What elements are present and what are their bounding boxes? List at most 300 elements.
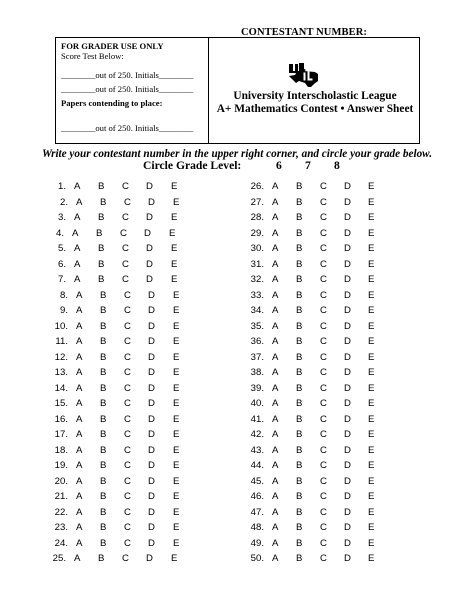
answer-choice-d[interactable]: D <box>146 243 153 254</box>
answer-choice-b[interactable]: B <box>100 196 107 208</box>
question-number: 23. <box>54 522 68 533</box>
question-number: 16. <box>54 413 68 425</box>
answer-choice-a[interactable]: A <box>74 181 81 192</box>
header-box <box>55 37 420 144</box>
answer-choice-d[interactable]: D <box>344 243 351 254</box>
answer-choice-e[interactable]: E <box>173 305 180 316</box>
answer-choice-c[interactable]: C <box>124 537 131 549</box>
question-number: 9. <box>59 305 68 316</box>
answer-choice-d[interactable]: D <box>344 413 351 425</box>
question-number: 25. <box>52 553 66 564</box>
answer-choice-e[interactable]: E <box>173 320 180 332</box>
answer-choice-a[interactable]: A <box>272 243 279 254</box>
score-line: ________out of 250. Initials________ <box>61 84 194 94</box>
answer-choice-d[interactable]: D <box>344 367 351 378</box>
answer-choice-d[interactable]: D <box>148 382 155 394</box>
question-number: 49. <box>250 537 264 549</box>
answer-choice-d[interactable]: D <box>344 522 351 533</box>
answer-choice-e[interactable]: E <box>173 196 180 208</box>
grade-option-7[interactable]: 7 <box>305 159 311 172</box>
answer-choice-d[interactable]: D <box>148 522 155 533</box>
answer-choice-b[interactable]: B <box>100 460 107 471</box>
answer-choice-e[interactable]: E <box>173 413 180 425</box>
answer-choice-c[interactable]: C <box>320 522 327 533</box>
answer-choice-d[interactable]: D <box>144 227 151 239</box>
answer-choice-a[interactable]: A <box>76 336 83 347</box>
answer-choice-d[interactable]: D <box>148 475 155 487</box>
question-number: 11. <box>55 336 68 347</box>
answer-choice-a[interactable]: A <box>272 506 279 518</box>
question-number: 15. <box>54 398 68 409</box>
answer-choice-c[interactable]: C <box>320 320 327 332</box>
answer-choice-d[interactable]: D <box>344 258 351 270</box>
answer-choice-e[interactable]: E <box>368 413 375 425</box>
answer-choice-d[interactable]: D <box>148 336 155 347</box>
answer-choice-e[interactable]: E <box>173 336 180 347</box>
answer-choice-b[interactable]: B <box>100 506 107 518</box>
answer-choice-d[interactable]: D <box>344 336 351 347</box>
answer-choice-c[interactable]: C <box>124 522 131 533</box>
answer-choice-a[interactable]: A <box>72 227 79 239</box>
answer-choice-c[interactable]: C <box>124 444 131 456</box>
answer-choice-d[interactable]: D <box>148 460 155 471</box>
question-number: 2. <box>59 196 68 208</box>
answer-choice-d[interactable]: D <box>344 475 351 487</box>
answer-choice-a[interactable]: A <box>76 382 83 394</box>
answer-choice-e[interactable]: E <box>368 398 375 409</box>
answer-choice-d[interactable]: D <box>148 506 155 518</box>
answer-choice-c[interactable]: C <box>320 336 327 347</box>
answer-choice-b[interactable]: B <box>296 181 303 192</box>
answer-choice-b[interactable]: B <box>296 444 303 456</box>
answer-choice-a[interactable]: A <box>74 212 81 223</box>
answer-choice-e[interactable]: E <box>368 181 375 192</box>
answer-choice-b[interactable]: B <box>296 351 303 363</box>
answer-choice-c[interactable]: C <box>124 289 131 301</box>
answer-choice-b[interactable]: B <box>296 320 303 332</box>
answer-choice-d[interactable]: D <box>146 258 153 270</box>
answer-choice-b[interactable]: B <box>296 227 303 239</box>
answer-choice-e[interactable]: E <box>173 398 180 409</box>
answer-choice-d[interactable]: D <box>148 196 155 208</box>
answer-choice-e[interactable]: E <box>368 382 375 394</box>
answer-choice-e[interactable]: E <box>368 243 375 254</box>
answer-choice-b[interactable]: B <box>100 522 107 533</box>
answer-choice-e[interactable]: E <box>173 522 180 533</box>
answer-choice-b[interactable]: B <box>100 351 107 363</box>
answer-choice-c[interactable]: C <box>124 367 131 378</box>
score-line: ________out of 250. Initials________ <box>61 70 194 80</box>
answer-choice-a[interactable]: A <box>76 522 83 533</box>
answer-choice-a[interactable]: A <box>272 181 279 192</box>
answer-choice-a[interactable]: A <box>76 289 83 301</box>
answer-choice-d[interactable]: D <box>344 382 351 394</box>
answer-choice-b[interactable]: B <box>100 491 107 502</box>
answer-choice-b[interactable]: B <box>296 305 303 316</box>
instruction-text: Write your contestant number in the upper right corner, and circle your grade below. <box>41 148 433 160</box>
question-number: 40. <box>250 398 264 409</box>
answer-choice-d[interactable]: D <box>344 429 351 440</box>
answer-choice-d[interactable]: D <box>344 181 351 192</box>
answer-choice-a[interactable]: A <box>272 274 279 285</box>
question-number: 29. <box>250 227 264 239</box>
answer-choice-a[interactable]: A <box>76 367 83 378</box>
answer-choice-e[interactable]: E <box>171 243 178 254</box>
answer-choice-d[interactable]: D <box>148 537 155 549</box>
answer-choice-a[interactable]: A <box>272 491 279 502</box>
answer-choice-b[interactable]: B <box>296 537 303 549</box>
answer-choice-e[interactable]: E <box>173 367 180 378</box>
answer-choice-c[interactable]: C <box>320 460 327 471</box>
question-number: 32. <box>250 274 264 285</box>
answer-choice-b[interactable]: B <box>100 382 107 394</box>
answer-choice-e[interactable]: E <box>173 382 180 394</box>
answer-choice-a[interactable]: A <box>76 320 83 332</box>
answer-choice-d[interactable]: D <box>344 351 351 363</box>
question-number: 38. <box>250 367 264 378</box>
answer-choice-c[interactable]: C <box>320 305 327 316</box>
answer-choice-c[interactable]: C <box>122 553 129 564</box>
question-number: 14. <box>54 382 68 394</box>
answer-choice-d[interactable]: D <box>148 491 155 502</box>
answer-choice-a[interactable]: A <box>272 522 279 533</box>
answer-choice-c[interactable]: C <box>320 475 327 487</box>
answer-choice-e[interactable]: E <box>173 444 180 456</box>
answer-choice-a[interactable]: A <box>272 258 279 270</box>
answer-choice-a[interactable]: A <box>272 382 279 394</box>
answer-choice-a[interactable]: A <box>74 274 81 285</box>
answer-choice-a[interactable]: A <box>272 444 279 456</box>
answer-choice-a[interactable]: A <box>76 491 83 502</box>
answer-choice-a[interactable]: A <box>272 196 279 208</box>
answer-choice-d[interactable]: D <box>344 320 351 332</box>
answer-choice-c[interactable]: C <box>320 444 327 456</box>
answer-choice-c[interactable]: C <box>124 429 131 440</box>
answer-choice-a[interactable]: A <box>76 444 83 456</box>
answer-choice-e[interactable]: E <box>171 258 178 270</box>
answer-choice-a[interactable]: A <box>76 413 83 425</box>
question-number: 3. <box>57 212 66 223</box>
answer-choice-d[interactable]: D <box>148 367 155 378</box>
answer-choice-c[interactable]: C <box>124 398 131 409</box>
score-line: ________out of 250. Initials________ <box>61 123 194 133</box>
answer-choice-e[interactable]: E <box>368 460 375 471</box>
answer-choice-e[interactable]: E <box>173 351 180 363</box>
answer-choice-b[interactable]: B <box>100 336 107 347</box>
answer-choice-b[interactable]: B <box>100 444 107 456</box>
answer-choice-c[interactable]: C <box>124 460 131 471</box>
answer-choice-d[interactable]: D <box>344 289 351 301</box>
answer-choice-a[interactable]: A <box>272 367 279 378</box>
answer-choice-c[interactable]: C <box>124 475 131 487</box>
question-number: 31. <box>250 258 264 270</box>
answer-choice-b[interactable]: B <box>100 398 107 409</box>
answer-choice-e[interactable]: E <box>368 522 375 533</box>
answer-choice-a[interactable]: A <box>76 506 83 518</box>
answer-choice-d[interactable]: D <box>146 212 153 223</box>
answer-choice-a[interactable]: A <box>272 398 279 409</box>
answer-choice-e[interactable]: E <box>368 429 375 440</box>
answer-choice-b[interactable]: B <box>296 336 303 347</box>
answer-choice-c[interactable]: C <box>124 196 131 208</box>
answer-choice-d[interactable]: D <box>344 460 351 471</box>
answer-choice-b[interactable]: B <box>296 429 303 440</box>
answer-choice-d[interactable]: D <box>344 491 351 502</box>
answer-choice-b[interactable]: B <box>296 553 303 564</box>
question-number: 35. <box>250 320 264 332</box>
question-number: 12. <box>54 351 68 363</box>
answer-choice-b[interactable]: B <box>98 553 105 564</box>
answer-choice-b[interactable]: B <box>296 398 303 409</box>
answer-choice-e[interactable]: E <box>368 444 375 456</box>
answer-choice-e[interactable]: E <box>368 351 375 363</box>
answer-choice-b[interactable]: B <box>296 258 303 270</box>
answer-choice-a[interactable]: A <box>76 429 83 440</box>
answer-choice-c[interactable]: C <box>124 382 131 394</box>
answer-choice-b[interactable]: B <box>100 289 107 301</box>
question-number: 21. <box>54 491 68 502</box>
answer-choice-c[interactable]: C <box>320 258 327 270</box>
answer-choice-e[interactable]: E <box>173 491 180 502</box>
answer-choice-b[interactable]: B <box>100 475 107 487</box>
answer-choice-a[interactable]: A <box>272 336 279 347</box>
answer-choice-a[interactable]: A <box>272 227 279 239</box>
answer-choice-c[interactable]: C <box>320 367 327 378</box>
answer-choice-d[interactable]: D <box>148 398 155 409</box>
sheet-title: A+ Mathematics Contest • Answer Sheet <box>216 103 414 115</box>
question-number: 48. <box>250 522 264 533</box>
answer-choice-c[interactable]: C <box>124 336 131 347</box>
answer-choice-d[interactable]: D <box>344 274 351 285</box>
answer-choice-e[interactable]: E <box>368 227 375 239</box>
answer-choice-e[interactable]: E <box>173 475 180 487</box>
answer-choice-c[interactable]: C <box>124 305 131 316</box>
question-number: 19. <box>54 460 68 471</box>
answer-choice-a[interactable]: A <box>76 305 83 316</box>
answer-choice-e[interactable]: E <box>368 506 375 518</box>
grade-option-6[interactable]: 6 <box>276 159 282 172</box>
answer-choice-a[interactable]: A <box>76 537 83 549</box>
answer-choice-a[interactable]: A <box>76 398 83 409</box>
answer-choice-d[interactable]: D <box>148 305 155 316</box>
answer-choice-d[interactable]: D <box>146 181 153 192</box>
answer-choice-a[interactable]: A <box>272 553 279 564</box>
answer-choice-c[interactable]: C <box>320 227 327 239</box>
answer-choice-b[interactable]: B <box>296 475 303 487</box>
answer-choice-a[interactable]: A <box>76 196 83 208</box>
answer-choice-e[interactable]: E <box>368 491 375 502</box>
answer-choice-b[interactable]: B <box>98 258 105 270</box>
question-number: 20. <box>54 475 68 487</box>
answer-choice-a[interactable]: A <box>74 553 81 564</box>
answer-choice-d[interactable]: D <box>344 537 351 549</box>
question-number: 33. <box>250 289 264 301</box>
answer-choice-b[interactable]: B <box>100 320 107 332</box>
question-number: 5. <box>57 243 66 254</box>
answer-choice-b[interactable]: B <box>296 522 303 533</box>
answer-choice-d[interactable]: D <box>148 320 155 332</box>
answer-choice-e[interactable]: E <box>173 460 180 471</box>
answer-choice-e[interactable]: E <box>173 429 180 440</box>
answer-choice-a[interactable]: A <box>272 475 279 487</box>
question-number: 34. <box>250 305 264 316</box>
answer-choice-b[interactable]: B <box>98 274 105 285</box>
answer-choice-e[interactable]: E <box>171 181 178 192</box>
question-number: 42. <box>250 429 264 440</box>
answer-choice-a[interactable]: A <box>272 289 279 301</box>
answer-choice-e[interactable]: E <box>173 506 180 518</box>
question-number: 46. <box>250 491 264 502</box>
answer-choice-c[interactable]: C <box>124 320 131 332</box>
contestant-number-label: CONTESTANT NUMBER: <box>241 27 367 38</box>
question-number: 13. <box>54 367 68 378</box>
answer-choice-a[interactable]: A <box>272 305 279 316</box>
answer-choice-d[interactable]: D <box>344 553 351 564</box>
question-number: 41. <box>250 413 264 425</box>
score-label: Score Test Below: <box>61 51 124 61</box>
answer-choice-b[interactable]: B <box>100 305 107 316</box>
answer-choice-a[interactable]: A <box>76 460 83 471</box>
answer-choice-e[interactable]: E <box>368 475 375 487</box>
answer-choice-a[interactable]: A <box>74 243 81 254</box>
answer-choice-c[interactable]: C <box>320 212 327 223</box>
answer-choice-c[interactable]: C <box>320 413 327 425</box>
answer-choice-b[interactable]: B <box>96 227 103 239</box>
answer-choice-c[interactable]: C <box>320 553 327 564</box>
answer-choice-d[interactable]: D <box>148 429 155 440</box>
answer-choice-e[interactable]: E <box>173 537 180 549</box>
answer-choice-d[interactable]: D <box>344 506 351 518</box>
grader-title: FOR GRADER USE ONLY <box>61 41 164 51</box>
question-number: 24. <box>54 537 68 549</box>
answer-choice-d[interactable]: D <box>146 274 153 285</box>
answer-choice-e[interactable]: E <box>171 274 178 285</box>
answer-choice-e[interactable]: E <box>368 320 375 332</box>
answer-choice-c[interactable]: C <box>124 413 131 425</box>
answer-choice-b[interactable]: B <box>296 460 303 471</box>
answer-choice-c[interactable]: C <box>124 491 131 502</box>
answer-choice-e[interactable]: E <box>368 196 375 208</box>
question-number: 8. <box>59 289 68 301</box>
answer-choice-d[interactable]: D <box>148 413 155 425</box>
answer-choice-d[interactable]: D <box>148 444 155 456</box>
answer-choice-c[interactable]: C <box>320 398 327 409</box>
answer-choice-c[interactable]: C <box>122 181 129 192</box>
answer-choice-b[interactable]: B <box>296 382 303 394</box>
answer-choice-c[interactable]: C <box>122 274 129 285</box>
answer-choice-a[interactable]: A <box>272 429 279 440</box>
answer-choice-c[interactable]: C <box>320 382 327 394</box>
answer-choice-d[interactable]: D <box>148 289 155 301</box>
answer-choice-d[interactable]: D <box>344 196 351 208</box>
answer-choice-a[interactable]: A <box>272 351 279 363</box>
answer-choice-c[interactable]: C <box>320 506 327 518</box>
question-number: 4. <box>55 227 64 239</box>
answer-choice-e[interactable]: E <box>368 336 375 347</box>
answer-choice-d[interactable]: D <box>148 351 155 363</box>
answer-choice-c[interactable]: C <box>320 491 327 502</box>
answer-choice-b[interactable]: B <box>296 491 303 502</box>
question-number: 47. <box>250 506 264 518</box>
answer-choice-b[interactable]: B <box>296 212 303 223</box>
grade-option-8[interactable]: 8 <box>334 159 340 172</box>
answer-choice-c[interactable]: C <box>320 196 327 208</box>
answer-choice-d[interactable]: D <box>344 398 351 409</box>
papers-contending-label: Papers contending to place: <box>61 98 163 108</box>
question-number: 7. <box>57 274 66 285</box>
answer-choice-e[interactable]: E <box>171 212 178 223</box>
question-number: 10. <box>54 320 68 332</box>
answer-choice-b[interactable]: B <box>100 429 107 440</box>
answer-choice-b[interactable]: B <box>98 181 105 192</box>
answer-choice-b[interactable]: B <box>98 243 105 254</box>
answer-choice-e[interactable]: E <box>368 274 375 285</box>
answer-choice-d[interactable]: D <box>344 212 351 223</box>
answer-choice-e[interactable]: E <box>368 553 375 564</box>
answer-choice-d[interactable]: D <box>146 553 153 564</box>
answer-choice-a[interactable]: A <box>272 413 279 425</box>
answer-choice-c[interactable]: C <box>320 181 327 192</box>
answer-choice-c[interactable]: C <box>124 351 131 363</box>
answer-choice-c[interactable]: C <box>124 506 131 518</box>
answer-choice-b[interactable]: B <box>98 212 105 223</box>
answer-choice-e[interactable]: E <box>173 289 180 301</box>
answer-choice-c[interactable]: C <box>320 537 327 549</box>
answer-choice-b[interactable]: B <box>296 289 303 301</box>
answer-choice-a[interactable]: A <box>272 212 279 223</box>
answer-choice-b[interactable]: B <box>296 196 303 208</box>
answer-choice-b[interactable]: B <box>296 367 303 378</box>
answer-choice-c[interactable]: C <box>122 258 129 270</box>
answer-choice-a[interactable]: A <box>272 537 279 549</box>
answer-choice-e[interactable]: E <box>368 258 375 270</box>
answer-choice-d[interactable]: D <box>344 227 351 239</box>
answer-choice-b[interactable]: B <box>100 537 107 549</box>
answer-choice-e[interactable]: E <box>368 289 375 301</box>
answer-choice-b[interactable]: B <box>296 506 303 518</box>
answer-choice-a[interactable]: A <box>76 351 83 363</box>
answer-choice-e[interactable]: E <box>169 227 176 239</box>
answer-choice-b[interactable]: B <box>296 274 303 285</box>
answer-choice-e[interactable]: E <box>368 305 375 316</box>
answer-choice-c[interactable]: C <box>122 243 129 254</box>
answer-choice-d[interactable]: D <box>344 305 351 316</box>
answer-choice-d[interactable]: D <box>344 444 351 456</box>
answer-choice-e[interactable]: E <box>368 367 375 378</box>
answer-choice-a[interactable]: A <box>76 475 83 487</box>
answer-choice-b[interactable]: B <box>100 367 107 378</box>
answer-choice-c[interactable]: C <box>320 289 327 301</box>
answer-choice-a[interactable]: A <box>272 460 279 471</box>
answer-choice-c[interactable]: C <box>320 274 327 285</box>
answer-choice-e[interactable]: E <box>368 537 375 549</box>
answer-choice-a[interactable]: A <box>74 258 81 270</box>
answer-choice-c[interactable]: C <box>320 243 327 254</box>
answer-choice-c[interactable]: C <box>320 351 327 363</box>
question-number: 17. <box>54 429 68 440</box>
answer-choice-b[interactable]: B <box>296 243 303 254</box>
question-number: 39. <box>250 382 264 394</box>
answer-choice-e[interactable]: E <box>171 553 178 564</box>
answer-choice-c[interactable]: C <box>122 212 129 223</box>
answer-choice-a[interactable]: A <box>272 320 279 332</box>
answer-choice-e[interactable]: E <box>368 212 375 223</box>
answer-choice-c[interactable]: C <box>120 227 127 239</box>
answer-choice-c[interactable]: C <box>320 429 327 440</box>
answer-choice-b[interactable]: B <box>296 413 303 425</box>
answer-choice-b[interactable]: B <box>100 413 107 425</box>
question-number: 22. <box>54 506 68 518</box>
